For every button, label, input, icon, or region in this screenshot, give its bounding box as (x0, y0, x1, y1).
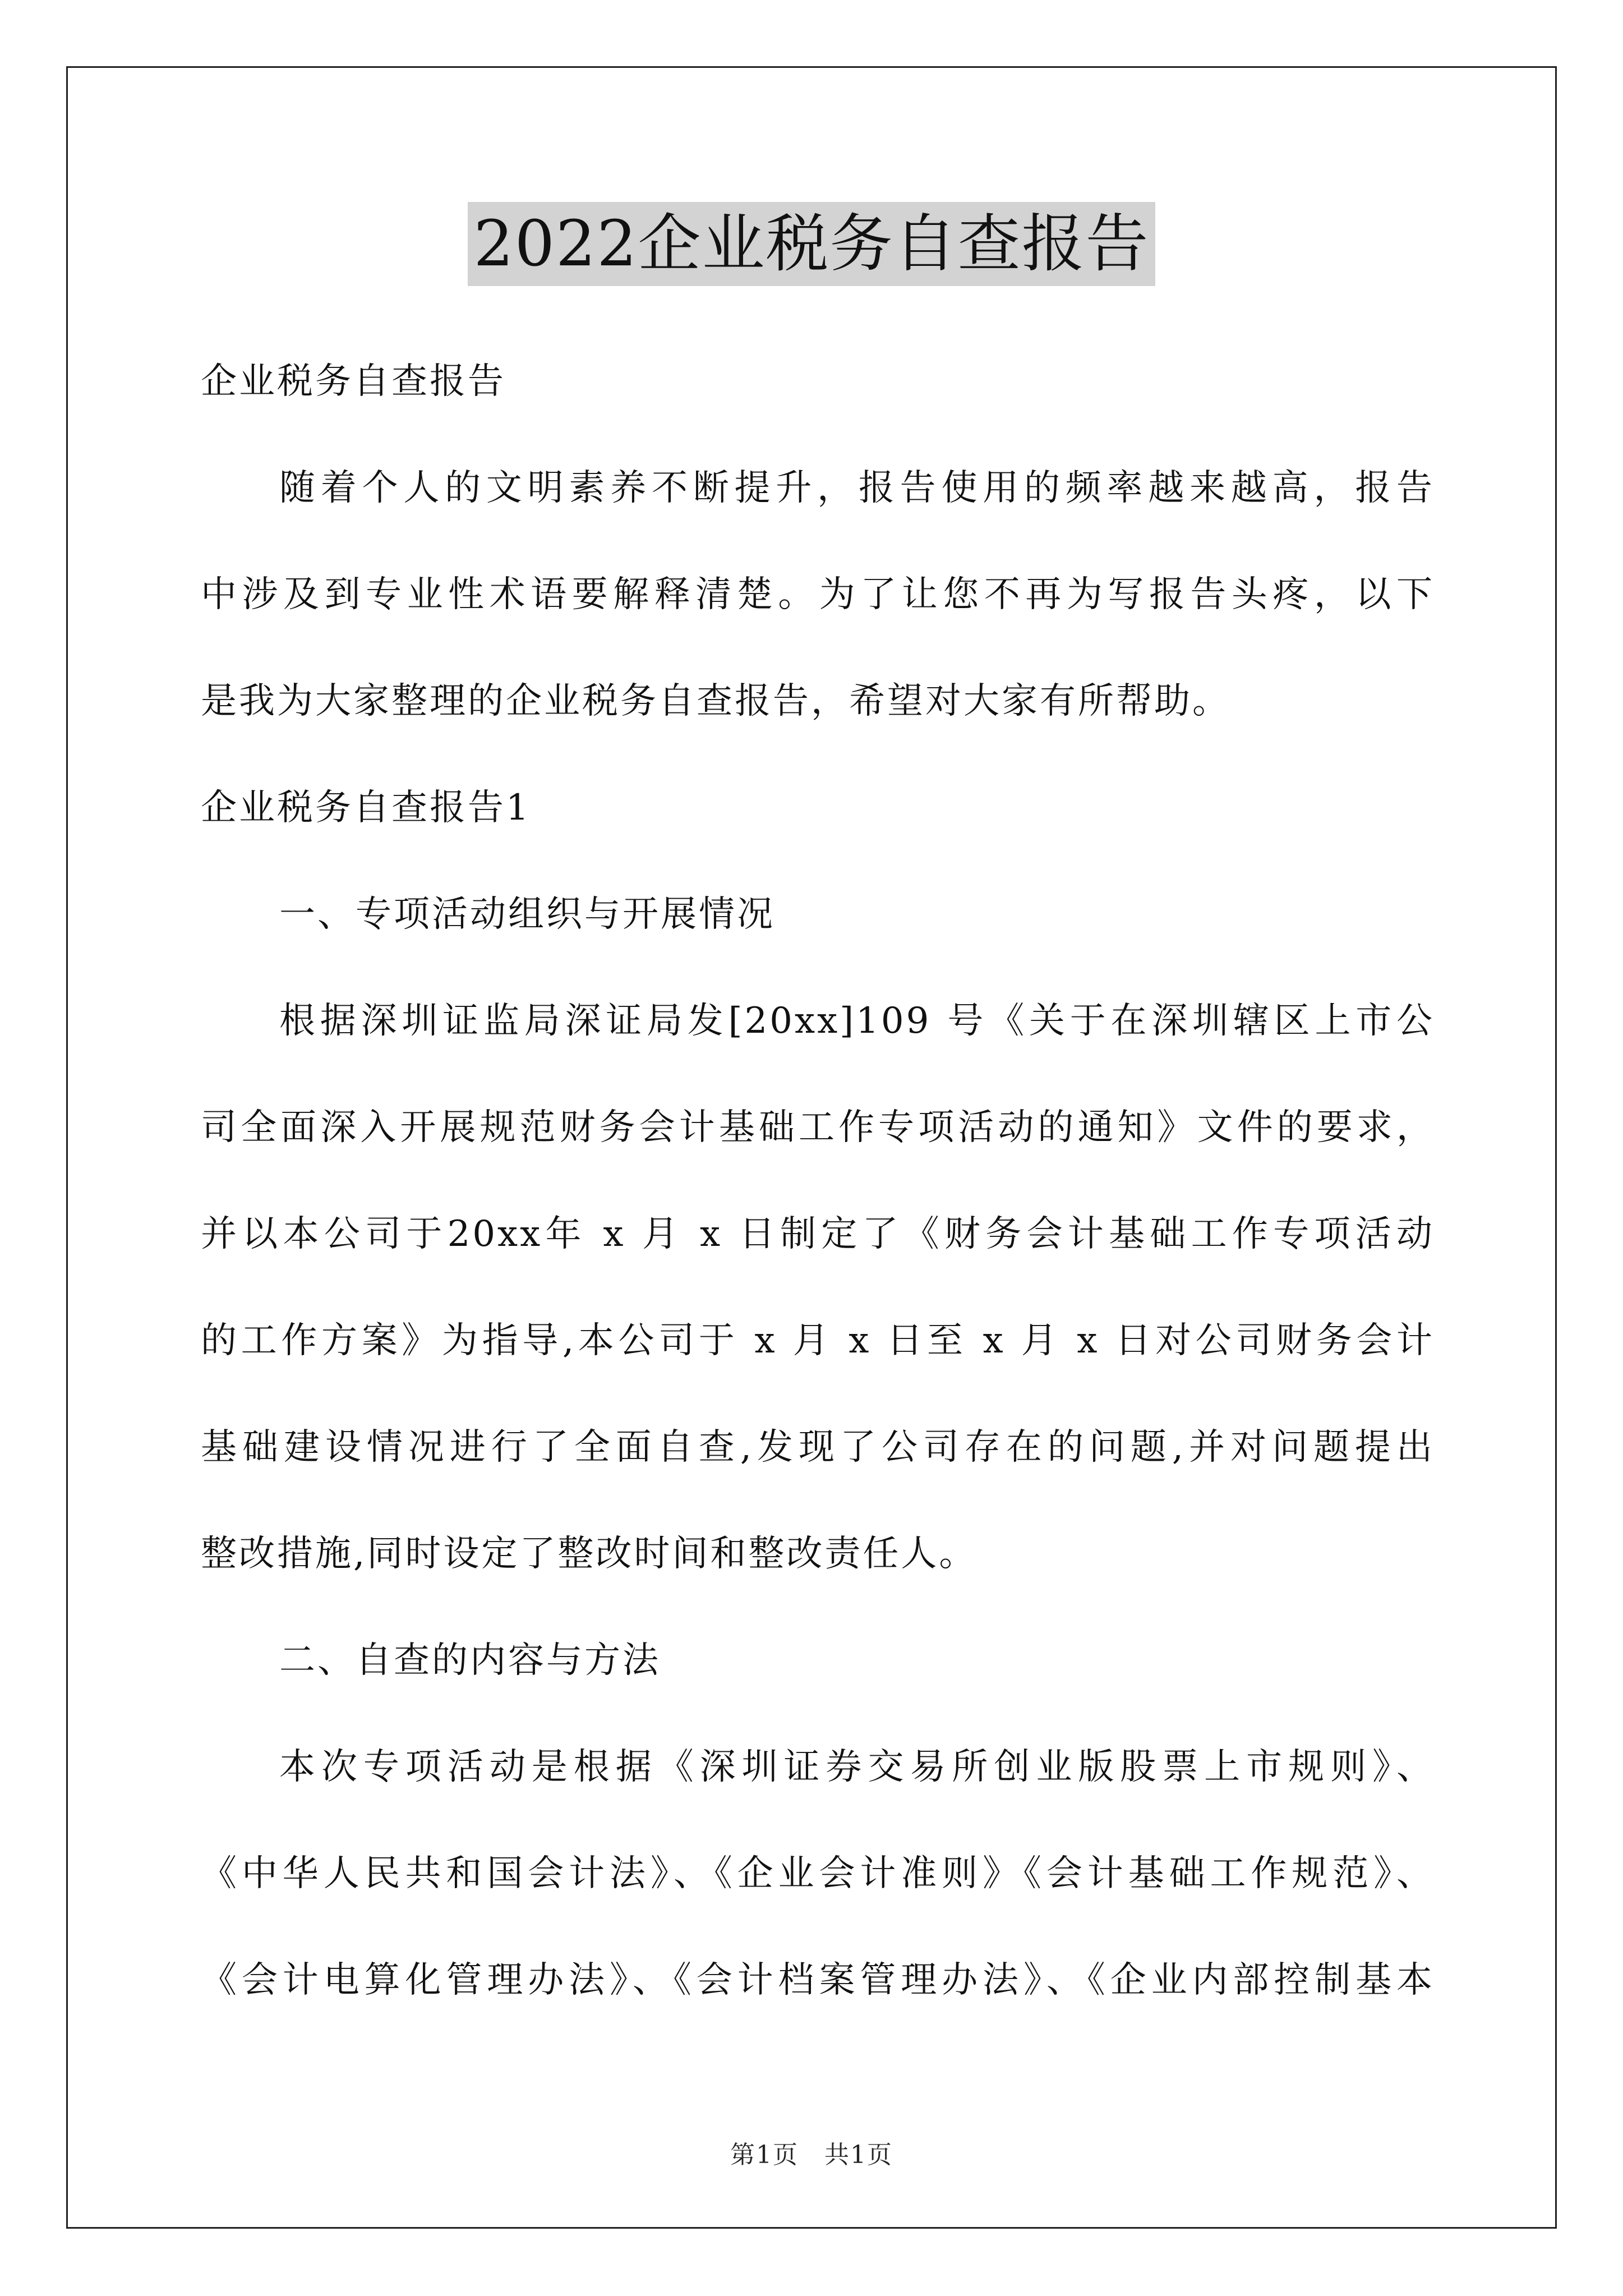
body-line: 随着个人的文明素养不断提升，报告使用的频率越来越高，报告 (279, 467, 1435, 509)
document-body (201, 328, 1435, 2033)
body-line: 中涉及到专业性术语要解释清楚。为了让您不再为写报告头疼，以下 (201, 574, 1435, 615)
body-line: 根据深圳证监局深证局发[20xx]109 号《关于在深圳辖区上市公 (279, 1000, 1435, 1042)
body-line: 《会计电算化管理办法》、《会计档案管理办法》、《企业内部控制基本 (201, 1959, 1435, 2001)
body-line: 本次专项活动是根据《深圳证券交易所创业版股票上市规则》、 (279, 1746, 1435, 1788)
body-line: 企业税务自查报告1 (201, 787, 531, 829)
body-line: 是我为大家整理的企业税务自查报告，希望对大家有所帮助。 (201, 680, 1230, 722)
body-line: 二、自查的内容与方法 (279, 1640, 661, 1681)
body-line: 基础建设情况进行了全面自查,发现了公司存在的问题,并对问题提出 (201, 1427, 1435, 1468)
title-container (0, 202, 1623, 286)
body-line: 司全面深入开展规范财务会计基础工作专项活动的通知》文件的要求， (201, 1107, 1435, 1148)
body-line: 企业税务自查报告 (201, 361, 506, 402)
body-line: 整改措施,同时设定了整改时间和整改责任人。 (201, 1533, 978, 1575)
body-line: 《中华人民共和国会计法》、《企业会计准则》《会计基础工作规范》、 (201, 1853, 1435, 1894)
body-line: 一、专项活动组织与开展情况 (279, 894, 775, 935)
document-title: 2022企业税务自查报告 (468, 202, 1155, 286)
body-line: 并以本公司于20xx年 x 月 x 日制定了《财务会计基础工作专项活动 (201, 1213, 1435, 1255)
page-footer: 第1页 共1页 (730, 2141, 893, 2169)
body-line: 的工作方案》为指导,本公司于 x 月 x 日至 x 月 x 日对公司财务会计 (201, 1320, 1435, 1361)
